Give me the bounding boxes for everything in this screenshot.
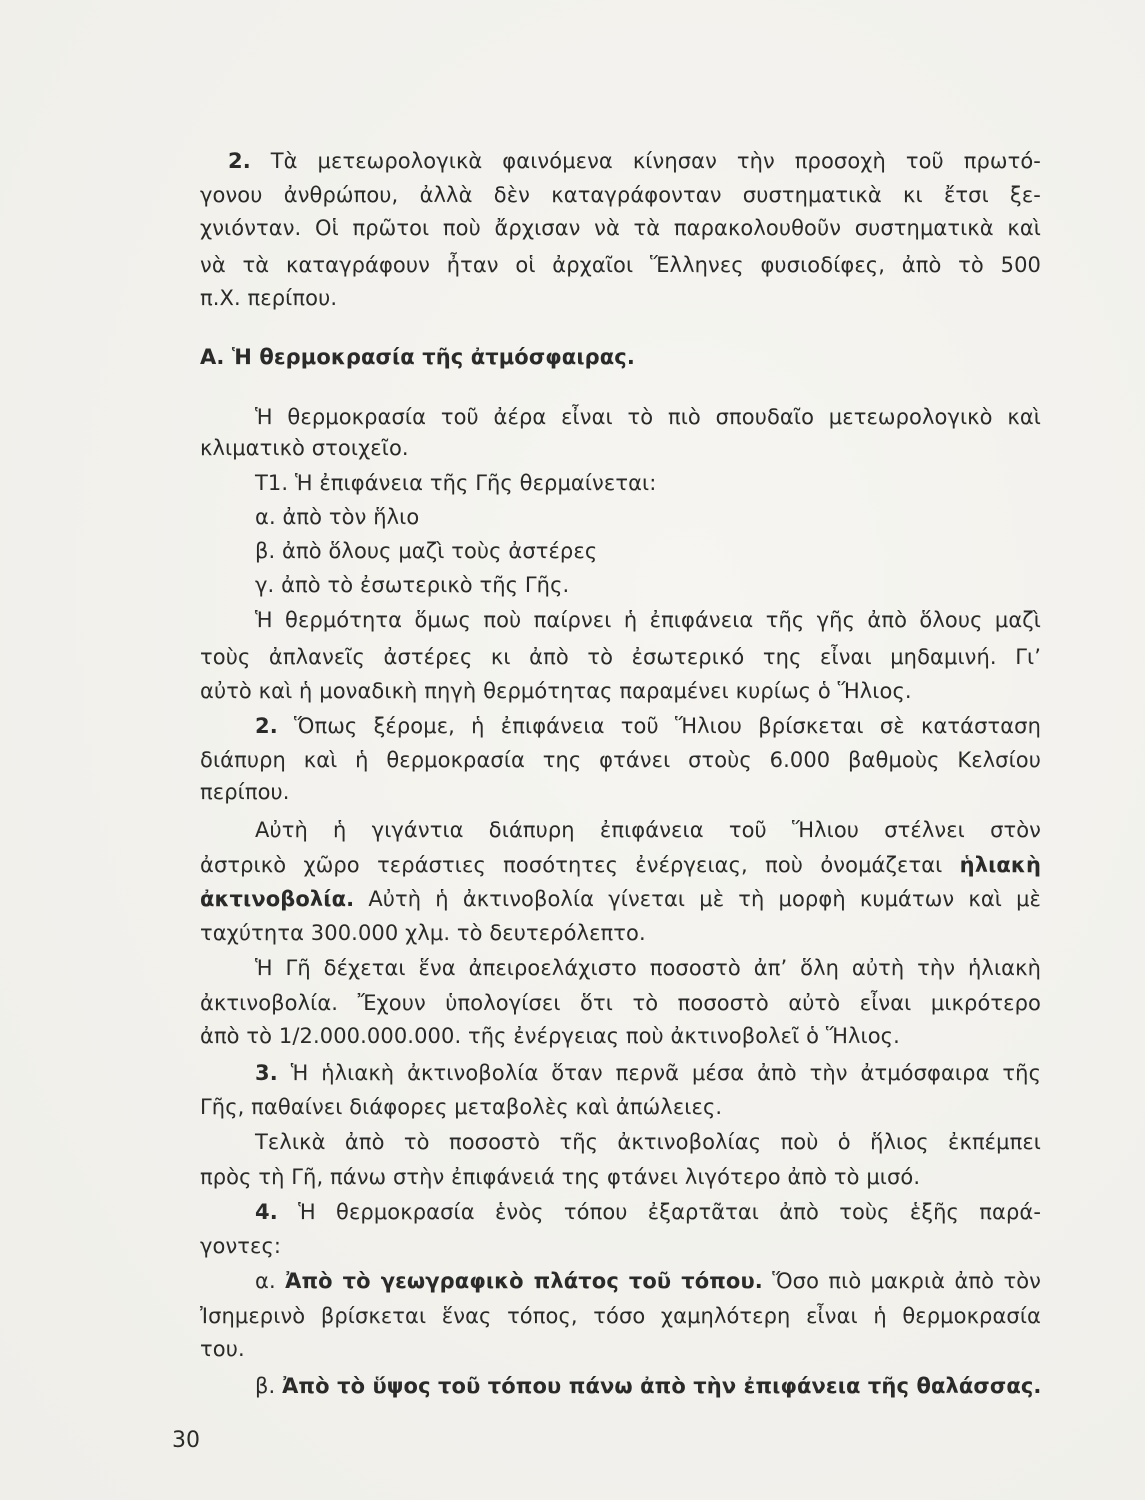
paragraph-line: 3. Ἡ ἡλιακὴ ἀκτινοβολία ὅταν περνᾶ μέσα ἀπὸ τὴν ἀτμόσφαιρα τῆς xyxy=(255,1061,1041,1085)
section-number: 2. xyxy=(228,149,251,173)
paragraph-line: 2. Ὅπως ξέρομε, ἡ ἐπιφάνεια τοῦ Ἥλιου βρίσκεται σὲ κατάσταση xyxy=(255,714,1041,738)
paragraph-line: Ἡ θερμοκρασία τοῦ ἀέρα εἶναι τὸ πιὸ σπουδαῖο μετεωρολογικὸ καὶ xyxy=(255,405,1041,429)
paragraph-line: 2. Τὰ μετεωρολογικὰ φαινόμενα κίνησαν τὴν προσοχὴ τοῦ πρωτό- xyxy=(228,149,1041,173)
paragraph-line: περίπου. xyxy=(200,780,290,804)
paragraph-line: ἀπὸ τὸ 1/2.000.000.000. τῆς ἐνέργειας ποὺ ἀκτινοβολεῖ ὁ Ἥλιος. xyxy=(200,1024,900,1048)
paragraph-line: αὐτὸ καὶ ἡ μοναδικὴ πηγὴ θερμότητας παραμένει κυρίως ὁ Ἥλιος. xyxy=(200,679,912,703)
paragraph-line: χνιόνταν. Οἱ πρῶτοι ποὺ ἄρχισαν νὰ τὰ παρακολουθοῦν συστηματικὰ καὶ xyxy=(200,216,1041,240)
paragraph-line: γονου ἀνθρώπου, ἀλλὰ δὲν καταγράφονταν συστηματικὰ κι ἔτσι ξε- xyxy=(200,183,1041,207)
paragraph-line: β. Ἀπὸ τὸ ὕψος τοῦ τόπου πάνω ἀπὸ τὴν ἐπιφάνεια τῆς θαλάσσας. xyxy=(255,1374,1042,1398)
paragraph-line: γοντες: xyxy=(200,1234,282,1258)
option-line: α. ἀπὸ τὸν ἥλιο xyxy=(255,505,420,529)
section-number: 2. xyxy=(255,714,278,738)
paragraph-line: Γῆς, παθαίνει διάφορες μεταβολὲς καὶ ἀπώλειες. xyxy=(200,1095,723,1119)
paragraph-line: Ἡ θερμότητα ὅμως ποὺ παίρνει ἡ ἐπιφάνεια τῆς γῆς ἀπὸ ὅλους μαζὶ xyxy=(255,608,1041,632)
paragraph-line: ἀκτινοβολία. Ἔχουν ὑπολογίσει ὅτι τὸ ποσοστὸ αὐτὸ εἶναι μικρότερο xyxy=(200,991,1041,1015)
section-number: 4. xyxy=(255,1200,278,1224)
option-line: β. ἀπὸ ὅλους μαζὶ τοὺς ἀστέρες xyxy=(255,539,598,563)
paragraph-line: ἀκτινοβολία. Αὐτὴ ἡ ἀκτινοβολία γίνεται μὲ τὴ μορφὴ κυμάτων καὶ μὲ xyxy=(200,887,1041,911)
paragraph-line: Αὐτὴ ἡ γιγάντια διάπυρη ἐπιφάνεια τοῦ Ἥλιου στέλνει στὸν xyxy=(255,818,1041,842)
section-heading: Α. Ἡ θερμοκρασία τῆς ἀτμόσφαιρας. xyxy=(200,345,635,369)
section-number: 3. xyxy=(255,1061,278,1085)
paragraph-line: πρὸς τὴ Γῆ, πάνω στὴν ἐπιφάνειά της φτάνει λιγότερο ἀπὸ τὸ μισό. xyxy=(200,1165,921,1189)
paragraph-line: τοὺς ἀπλανεῖς ἀστέρες κι ἀπὸ τὸ ἐσωτερικό της εἶναι μηδαμινή. Γι’ xyxy=(200,645,1041,669)
paragraph-line: Ἡ Γῆ δέχεται ἕνα ἀπειροελάχιστο ποσοστὸ ἀπ’ ὅλη αὐτὴ τὴν ἡλιακὴ xyxy=(255,956,1041,980)
page-number: 30 xyxy=(172,1428,200,1453)
paragraph-line: νὰ τὰ καταγράφουν ἦταν οἱ ἀρχαῖοι Ἕλληνες φυσιοδίφες, ἀπὸ τὸ 500 xyxy=(200,253,1041,277)
paragraph-line: α. Ἀπὸ τὸ γεωγραφικὸ πλάτος τοῦ τόπου. Ὅσο πιὸ μακριὰ ἀπὸ τὸν xyxy=(255,1269,1041,1293)
paragraph-line: Τελικὰ ἀπὸ τὸ ποσοστὸ τῆς ἀκτινοβολίας ποὺ ὁ ἥλιος ἐκπέμπει xyxy=(255,1130,1041,1154)
paragraph-line: κλιματικὸ στοιχεῖο. xyxy=(200,436,409,460)
paragraph-line: του. xyxy=(200,1337,245,1361)
option-line: γ. ἀπὸ τὸ ἐσωτερικὸ τῆς Γῆς. xyxy=(255,573,570,597)
paragraph-line: ταχύτητα 300.000 χλμ. τὸ δευτερόλεπτο. xyxy=(200,921,646,945)
paragraph-line: 4. Ἡ θερμοκρασία ἑνὸς τόπου ἐξαρτᾶται ἀπὸ τοὺς ἑξῆς παρά- xyxy=(255,1200,1041,1224)
paragraph-line: ἀστρικὸ χῶρο τεράστιες ποσότητες ἐνέργειας, ποὺ ὀνομάζεται ἡλιακὴ xyxy=(200,853,1041,877)
paragraph-line: διάπυρη καὶ ἡ θερμοκρασία της φτάνει στοὺς 6.000 βαθμοὺς Κελσίου xyxy=(200,748,1041,772)
paragraph-line: π.Χ. περίπου. xyxy=(200,286,338,310)
paragraph-line: Ἰσημερινὸ βρίσκεται ἕνας τόπος, τόσο χαμηλότερη εἶναι ἡ θερμοκρασία xyxy=(200,1304,1041,1328)
question-line: Τ1. Ἡ ἐπιφάνεια τῆς Γῆς θερμαίνεται: xyxy=(255,471,657,495)
